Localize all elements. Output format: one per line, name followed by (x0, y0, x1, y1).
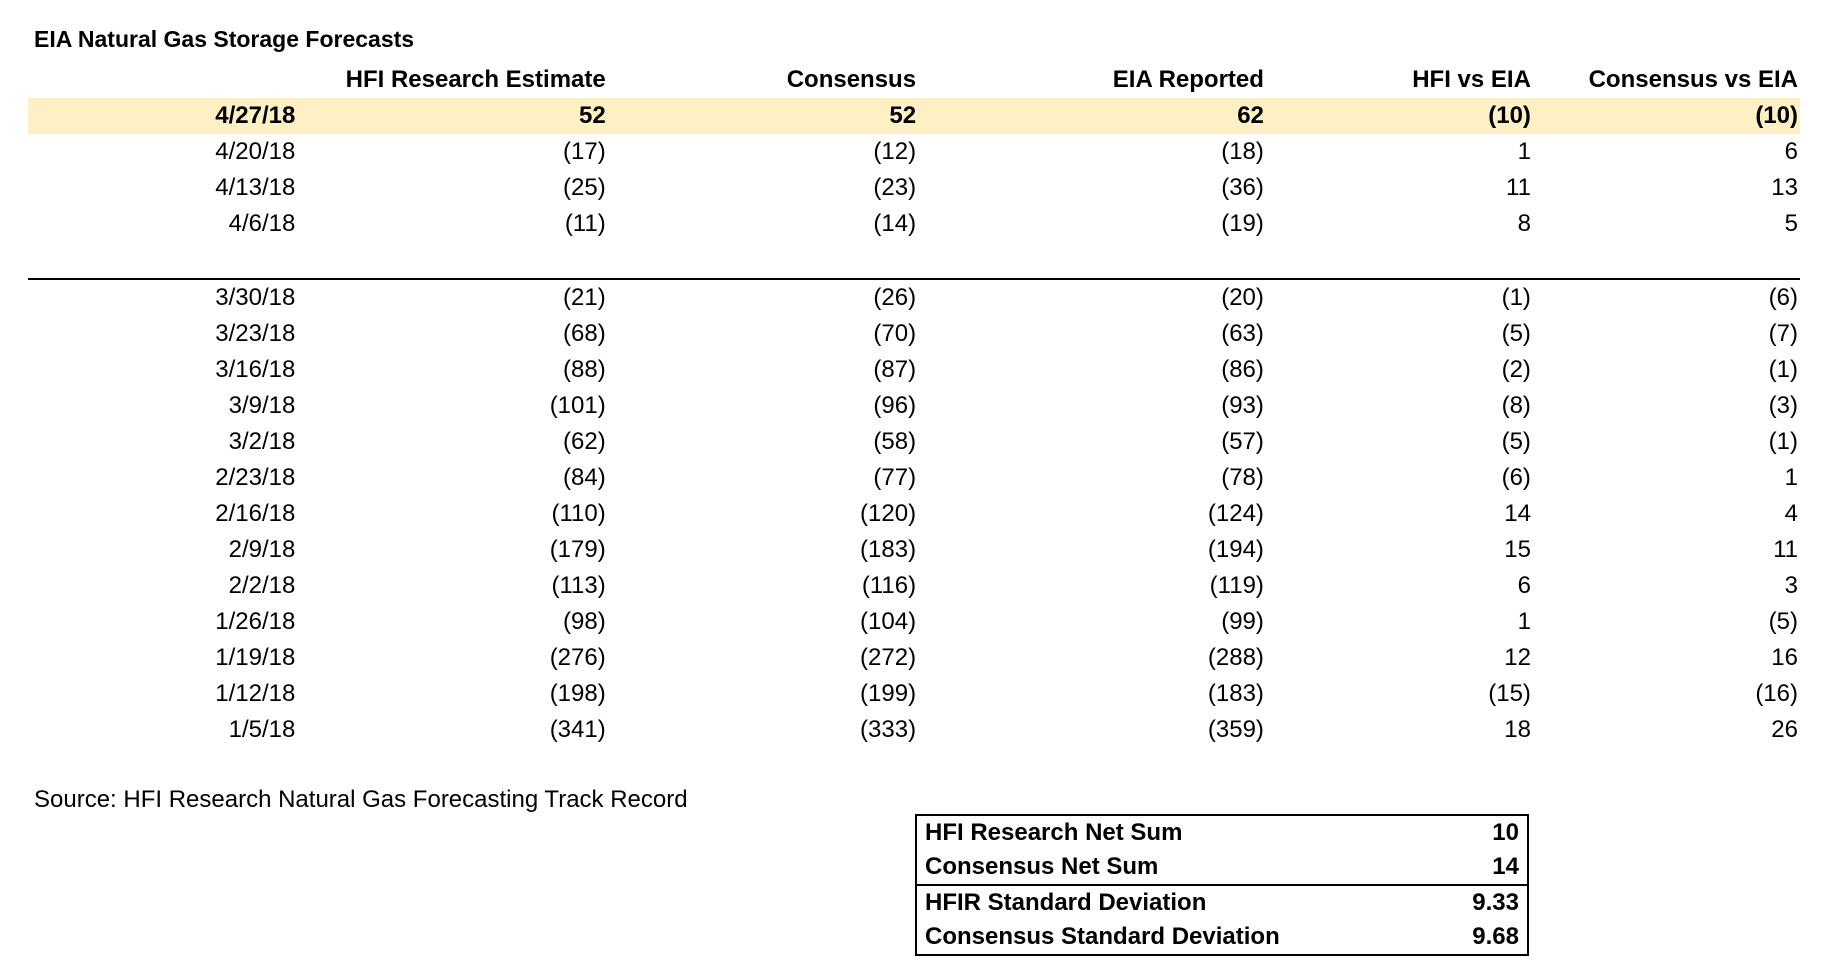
cell-hfi-estimate: (11) (564, 210, 606, 237)
cell-hfi-estimate: (84) (563, 464, 606, 491)
cell-hfi-vs-eia: (10) (1266, 98, 1533, 134)
cell-consensus: (183) (860, 536, 917, 563)
table-row (28, 424, 1800, 460)
cell-date: 4/13/18 (215, 174, 296, 201)
cell-hfi-estimate: (101) (549, 392, 606, 419)
cell-hfi-estimate: (21) (297, 279, 607, 316)
column-header-consensus-vs-eia: Consensus vs EIA (1588, 66, 1798, 93)
table-row (28, 496, 1800, 532)
cell-hfi-vs-eia: 8 (1517, 210, 1531, 237)
cell-date: 3/2/18 (228, 428, 296, 455)
cell-consensus: (12) (873, 138, 917, 165)
summary-value: 9.68 (1472, 923, 1519, 950)
cell-date: 3/30/18 (28, 279, 297, 316)
column-header-hfi-estimate: HFI Research Estimate (345, 66, 606, 93)
cell-eia-reported: (124) (1207, 500, 1264, 527)
cell-eia-reported: (288) (1207, 644, 1264, 671)
cell-date: 1/12/18 (215, 680, 296, 707)
cell-date: 2/16/18 (215, 500, 296, 527)
summary-row (916, 850, 1528, 885)
summary-row (916, 885, 1528, 920)
summary-row (916, 815, 1528, 850)
column-header-eia-reported: EIA Reported (1112, 66, 1264, 93)
cell-date: 4/20/18 (215, 138, 296, 165)
cell-hfi-estimate: (68) (563, 320, 606, 347)
summary-body (916, 815, 1528, 955)
cell-hfi-vs-eia: (5) (1501, 320, 1531, 347)
cell-consensus-vs-eia: (10) (1533, 98, 1800, 134)
cell-consensus: (272) (860, 644, 917, 671)
table-row (28, 460, 1800, 496)
cell-hfi-estimate: (198) (549, 680, 606, 707)
cell-consensus-vs-eia: (3) (1768, 392, 1798, 419)
cell-consensus: (14) (873, 210, 917, 237)
cell-consensus-vs-eia: 3 (1784, 572, 1798, 599)
spacer-body (28, 242, 1800, 279)
cell-consensus: (77) (873, 464, 917, 491)
summary-value: 9.33 (1438, 885, 1528, 920)
table-row (28, 676, 1800, 712)
cell-consensus: (120) (860, 500, 917, 527)
table-row (28, 640, 1800, 676)
cell-consensus: (96) (873, 392, 917, 419)
cell-consensus-vs-eia: (7) (1768, 320, 1798, 347)
cell-hfi-estimate: (113) (551, 572, 606, 599)
column-header-date (28, 62, 297, 98)
cell-consensus-vs-eia: 11 (1773, 536, 1798, 563)
cell-eia-reported: (36) (1221, 174, 1264, 201)
column-header-hfi-vs-eia: HFI vs EIA (1412, 66, 1531, 93)
cell-hfi-estimate: (88) (563, 356, 606, 383)
cell-consensus-vs-eia: 5 (1784, 210, 1798, 237)
spacer-row (28, 242, 1800, 279)
cell-hfi-vs-eia: 1 (1517, 608, 1531, 635)
source-note: Source: HFI Research Natural Gas Forecasting Track Record (34, 786, 688, 813)
cell-hfi-vs-eia: 1 (1517, 138, 1531, 165)
cell-eia-reported: (86) (1221, 356, 1264, 383)
recent-weeks-body (28, 98, 1800, 242)
cell-eia-reported: (20) (918, 279, 1266, 316)
cell-hfi-estimate: (98) (563, 608, 606, 635)
cell-hfi-estimate: 52 (297, 98, 607, 134)
column-header-consensus: Consensus (786, 66, 917, 93)
cell-consensus: (58) (873, 428, 917, 455)
cell-hfi-vs-eia: (2) (1501, 356, 1531, 383)
cell-consensus-vs-eia: 26 (1771, 716, 1798, 743)
cell-hfi-estimate: (276) (549, 644, 606, 671)
table-row (28, 532, 1800, 568)
cell-hfi-vs-eia: (15) (1488, 680, 1531, 707)
cell-hfi-vs-eia: (5) (1501, 428, 1531, 455)
cell-hfi-estimate: (110) (551, 500, 606, 527)
cell-hfi-vs-eia: (8) (1501, 392, 1531, 419)
cell-hfi-estimate: (341) (549, 716, 606, 743)
table-row (28, 134, 1800, 170)
cell-eia-reported: (183) (1207, 680, 1264, 707)
summary-label: HFI Research Net Sum (925, 819, 1183, 846)
table-row (28, 388, 1800, 424)
cell-consensus-vs-eia: (1) (1768, 428, 1798, 455)
cell-eia-reported: (63) (1221, 320, 1264, 347)
table-row (28, 279, 1800, 316)
cell-consensus-vs-eia: (6) (1533, 279, 1800, 316)
cell-consensus-vs-eia: (16) (1755, 680, 1798, 707)
summary-label: Consensus Net Sum (925, 853, 1159, 880)
cell-eia-reported: (57) (1221, 428, 1264, 455)
cell-hfi-estimate: (17) (563, 138, 606, 165)
cell-date: 2/2/18 (228, 572, 296, 599)
cell-hfi-vs-eia: 18 (1504, 716, 1531, 743)
table-row (28, 352, 1800, 388)
cell-eia-reported: (19) (1221, 210, 1264, 237)
cell-eia-reported: (194) (1207, 536, 1264, 563)
cell-eia-reported: (78) (1221, 464, 1264, 491)
cell-eia-reported: 62 (918, 98, 1266, 134)
cell-consensus: (116) (861, 572, 917, 599)
cell-consensus: 52 (608, 98, 918, 134)
table-header-row (28, 62, 1800, 98)
cell-hfi-vs-eia: 14 (1504, 500, 1531, 527)
cell-consensus-vs-eia: 1 (1784, 464, 1798, 491)
cell-date: 3/9/18 (228, 392, 296, 419)
cell-hfi-vs-eia: (1) (1266, 279, 1533, 316)
cell-consensus-vs-eia: 13 (1771, 174, 1798, 201)
past-weeks-body (28, 279, 1800, 748)
summary-label: HFIR Standard Deviation (916, 885, 1438, 920)
cell-consensus: (26) (608, 279, 918, 316)
cell-hfi-vs-eia: 15 (1504, 536, 1531, 563)
summary-label: Consensus Standard Deviation (925, 923, 1280, 950)
storage-forecast-table (28, 62, 1800, 748)
cell-eia-reported: (99) (1221, 608, 1264, 635)
cell-consensus: (333) (860, 716, 917, 743)
cell-consensus-vs-eia: (1) (1768, 356, 1798, 383)
cell-eia-reported: (359) (1207, 716, 1264, 743)
cell-hfi-vs-eia: 12 (1504, 644, 1531, 671)
table-row (28, 206, 1800, 242)
cell-date: 1/19/18 (215, 644, 296, 671)
cell-date: 1/26/18 (215, 608, 296, 635)
cell-eia-reported: (93) (1221, 392, 1264, 419)
summary-value: 10 (1492, 819, 1519, 846)
cell-date: 2/23/18 (215, 464, 296, 491)
cell-consensus: (104) (860, 608, 917, 635)
page-title: EIA Natural Gas Storage Forecasts (34, 26, 415, 52)
table-row (28, 316, 1800, 352)
cell-eia-reported: (119) (1209, 572, 1264, 599)
table-row (28, 604, 1800, 640)
cell-consensus: (70) (873, 320, 917, 347)
cell-date: 1/5/18 (228, 716, 296, 743)
cell-hfi-estimate: (62) (563, 428, 606, 455)
summary-stats-box (915, 814, 1529, 956)
cell-eia-reported: (18) (1221, 138, 1264, 165)
cell-consensus-vs-eia: 4 (1784, 500, 1798, 527)
table-row (28, 568, 1800, 604)
cell-consensus-vs-eia: 6 (1784, 138, 1798, 165)
cell-hfi-vs-eia: (6) (1501, 464, 1531, 491)
cell-date: 4/6/18 (228, 210, 296, 237)
cell-consensus: (199) (860, 680, 917, 707)
spacer-cell (28, 242, 1800, 279)
cell-hfi-vs-eia: 6 (1517, 572, 1531, 599)
cell-consensus-vs-eia: 16 (1771, 644, 1798, 671)
table-row (28, 712, 1800, 748)
cell-date: 3/23/18 (215, 320, 296, 347)
cell-hfi-estimate: (25) (563, 174, 606, 201)
summary-row (916, 920, 1528, 955)
table-row (28, 98, 1800, 134)
cell-hfi-estimate: (179) (549, 536, 606, 563)
cell-date: 4/27/18 (28, 98, 297, 134)
cell-date: 2/9/18 (228, 536, 296, 563)
cell-consensus: (87) (873, 356, 917, 383)
cell-consensus: (23) (873, 174, 917, 201)
table-row (28, 170, 1800, 206)
summary-value: 14 (1492, 853, 1519, 880)
cell-hfi-vs-eia: 11 (1506, 174, 1531, 201)
cell-date: 3/16/18 (215, 356, 296, 383)
cell-consensus-vs-eia: (5) (1768, 608, 1798, 635)
